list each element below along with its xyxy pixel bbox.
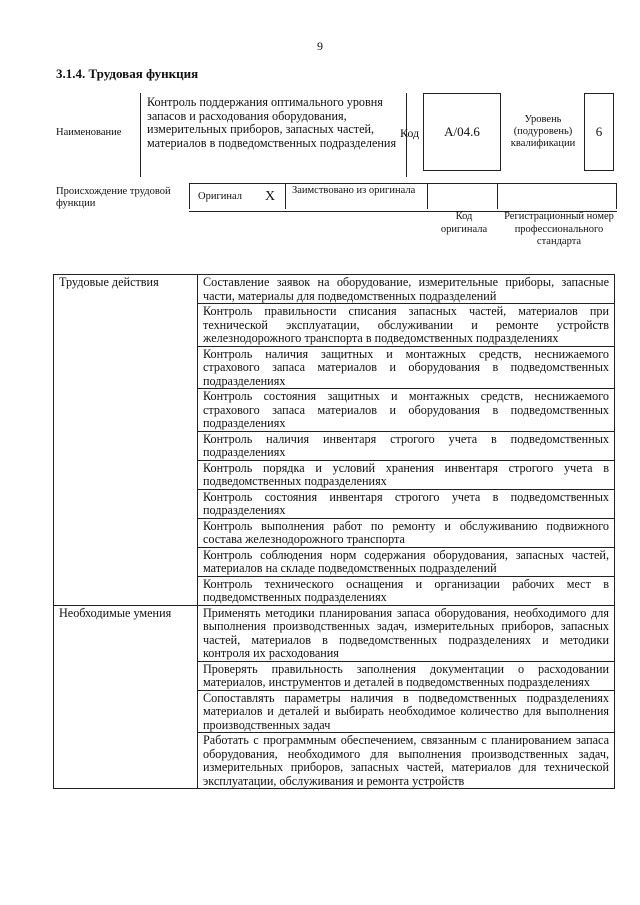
origin-code-caption: Код оригинала <box>440 211 488 235</box>
function-code: А/04.6 <box>423 93 501 171</box>
section-title: 3.1.4. Трудовая функция <box>56 66 199 81</box>
table-cell-item: Контроль соблюдения норм содержания оборудования, запасных частей, материалов на складе подведомственных подразделений <box>198 547 615 576</box>
table-cell-item: Контроль выполнения работ по ремонту и обслуживанию подвижного состава железнодорожного транспорта <box>198 518 615 547</box>
table-cell-item: Контроль порядка и условий хранения инвентаря строгого учета в подведомственных подразделениях <box>198 460 615 489</box>
table-row <box>54 275 615 304</box>
table-cell-item: Контроль состояния инвентаря строгого учета в подведомственных подразделениях <box>198 489 615 518</box>
qualification-level: 6 <box>584 93 614 171</box>
table-row <box>54 605 615 661</box>
table-cell-item: Контроль наличия защитных и монтажных средств, неснижаемого страхового запаса материалов и оборудования в подведомственных подразделениях <box>198 346 615 389</box>
page-number: 9 <box>317 39 323 53</box>
table-cell-item: Проверять правильность заполнения документации о расходовании материалов, инструментов и деталей в подведомственных подразделениях <box>198 661 615 690</box>
level-label: Уровень (подуровень) квалификации <box>510 114 576 149</box>
function-name: Контроль поддержания оптимального уровня запасов и расходования оборудования, измерительных приборов, запасных частей, материалов в подведомственных подразделения <box>140 93 407 177</box>
borrowed-label: Заимствовано из оригинала <box>285 184 427 209</box>
reg-number-cell <box>497 184 617 209</box>
table-cell-item: Контроль технического оснащения и организации рабочих мест в подведомственных подразделениях <box>198 576 615 605</box>
name-label: Наименование <box>56 127 122 138</box>
table-cell-item: Контроль наличия инвентаря строгого учета в подведомственных подразделениях <box>198 431 615 460</box>
original-label: Оригинал <box>189 184 255 209</box>
table-cell-item: Работать с программным обеспечением, связанным с планированием запаса оборудования, необходимого для выполнения производственных задач, измерительных приборов, запасных частей, материалов для технической эксплуатации, обслуживания и ремонта устройств <box>198 733 615 789</box>
origin-row <box>189 183 617 212</box>
origin-code-cell <box>427 184 497 209</box>
table-cell-item: Применять методики планирования запаса оборудования, необходимого для выполнения производственных задач, измерительных приборов, запасных частей, материалов в подведомственных подразделениях и методики контроля их расходования <box>198 605 615 661</box>
origin-label: Происхождение трудовой функции <box>56 186 171 209</box>
reg-number-caption: Регистрационный номер профессионального стандарта <box>504 211 614 247</box>
row-group-label: Необходимые умения <box>54 605 198 789</box>
table-cell-item: Составление заявок на оборудование, измерительные приборы, запасные части, материалы для подведомственных подразделений <box>198 275 615 304</box>
table-cell-item: Сопоставлять параметры наличия в подведомственных подразделениях материалов и деталей и выбирать необходимое количество для выполнения производственных задач <box>198 690 615 733</box>
code-label: Код <box>400 126 420 140</box>
function-table <box>53 274 615 789</box>
original-mark: X <box>264 189 276 204</box>
row-group-label: Трудовые действия <box>54 275 198 606</box>
table-cell-item: Контроль состояния защитных и монтажных средств, неснижаемого страхового запаса материалов и оборудования в подведомственных подразделениях <box>198 389 615 432</box>
table-cell-item: Контроль правильности списания запасных частей, материалов при технической эксплуатации, обслуживании и ремонте устройств железнодорожного транспорта в подведомственных подразделениях <box>198 304 615 347</box>
